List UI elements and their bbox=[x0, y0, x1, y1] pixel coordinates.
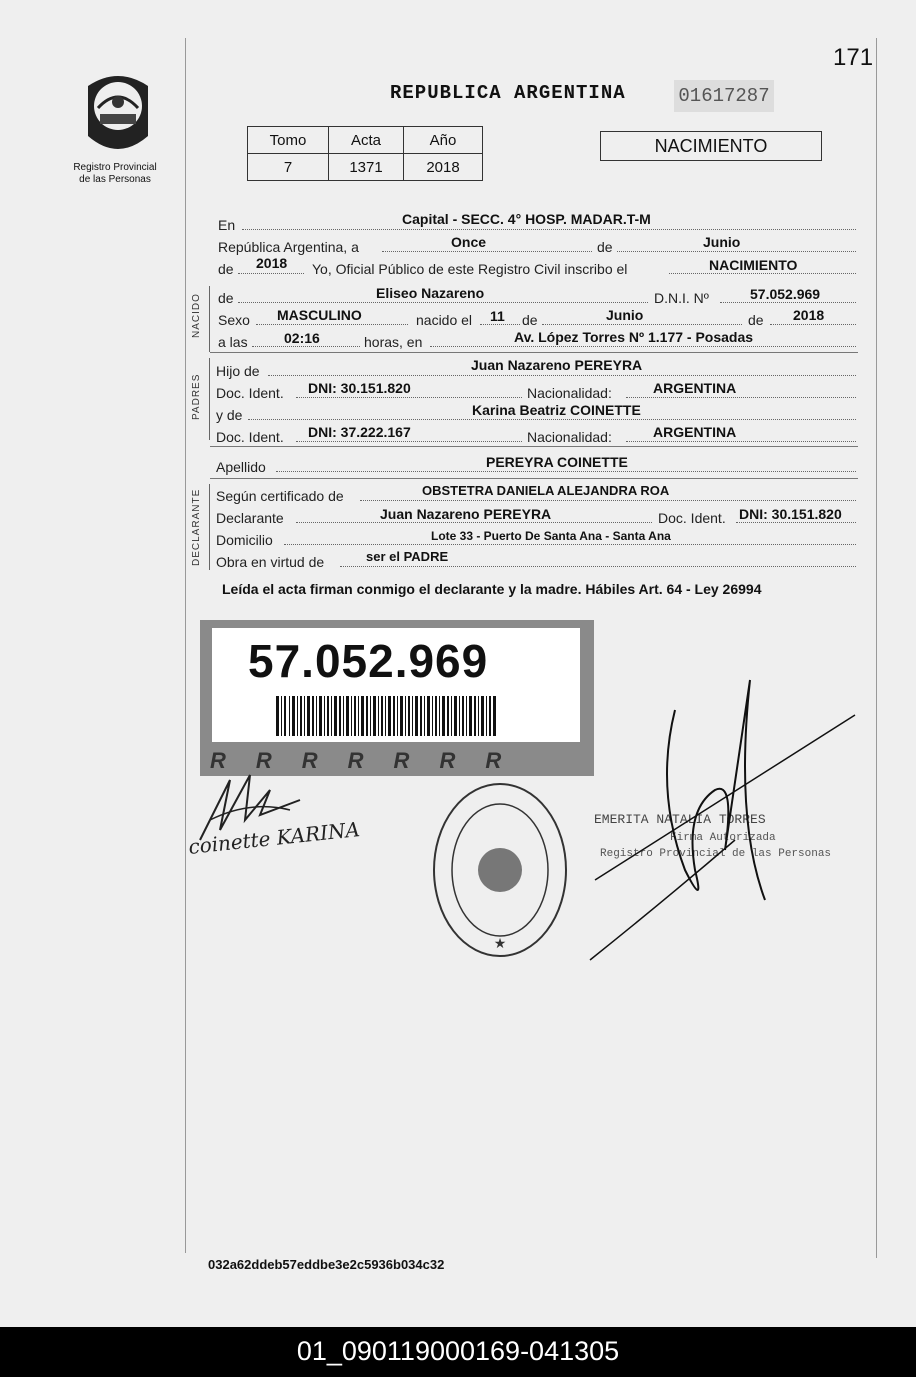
dotted-line bbox=[256, 324, 408, 325]
section-bracket bbox=[209, 358, 210, 440]
side-label-padres: PADRES bbox=[191, 373, 202, 420]
section-divider bbox=[210, 352, 858, 353]
birth-month: Junio bbox=[606, 307, 644, 323]
left-margin-line bbox=[185, 38, 186, 1253]
day-word: Once bbox=[451, 234, 487, 250]
table-cell: 2018 bbox=[404, 154, 483, 181]
en-label: En bbox=[218, 217, 236, 233]
svg-text:★: ★ bbox=[493, 935, 507, 951]
birth-day: 11 bbox=[490, 308, 505, 324]
father-nationality: ARGENTINA bbox=[653, 380, 737, 396]
dotted-line bbox=[480, 324, 520, 325]
footer-code: 01_090119000169-041305 bbox=[0, 1327, 916, 1377]
document-hash: 032a62ddeb57eddbe3e2c5936b034c32 bbox=[208, 1257, 445, 1272]
act-type-box: NACIMIENTO bbox=[600, 131, 822, 161]
document-title: REPUBLICA ARGENTINA bbox=[390, 82, 626, 104]
official-org: Registro Provincial de las Personas bbox=[600, 848, 832, 860]
section-divider bbox=[210, 446, 858, 447]
domicilio-value: Lote 33 - Puerto De Santa Ana - Santa Ana bbox=[431, 529, 671, 543]
nacido-de-label: de bbox=[218, 290, 234, 306]
mother-nationality: ARGENTINA bbox=[653, 424, 737, 440]
dotted-line bbox=[276, 471, 856, 472]
declarante-doc-label: Doc. Ident. bbox=[658, 510, 726, 526]
dotted-line bbox=[296, 397, 522, 398]
dotted-line bbox=[248, 419, 856, 420]
dotted-line bbox=[284, 544, 856, 545]
dotted-line bbox=[296, 441, 522, 442]
dotted-line bbox=[242, 229, 856, 230]
nacido-el-label: nacido el bbox=[416, 312, 473, 328]
dotted-line bbox=[238, 302, 648, 303]
security-pattern: RRRRRRR bbox=[210, 748, 532, 773]
dni-label: D.N.I. Nº bbox=[654, 290, 709, 306]
dotted-line bbox=[252, 346, 360, 347]
year-label: de bbox=[218, 261, 234, 277]
dotted-line bbox=[268, 375, 856, 376]
mother-name: Karina Beatriz COINETTE bbox=[472, 402, 641, 418]
de-label-2: de bbox=[522, 312, 538, 328]
table-cell: 7 bbox=[248, 154, 329, 181]
official-role: Firma Autorizada bbox=[670, 832, 776, 844]
inscribo-text: Yo, Oficial Público de este Registro Civil inscribo el bbox=[312, 261, 628, 277]
dotted-line bbox=[770, 324, 856, 325]
dotted-line bbox=[626, 441, 856, 442]
dni-big-number: 57.052.969 bbox=[248, 635, 489, 687]
horas-label: horas, en bbox=[364, 334, 423, 350]
dotted-line bbox=[340, 566, 856, 567]
birth-year: 2018 bbox=[793, 307, 825, 323]
sexo-value: MASCULINO bbox=[277, 307, 362, 323]
declarante-label: Declarante bbox=[216, 510, 284, 526]
dotted-line bbox=[430, 346, 856, 347]
dotted-line bbox=[617, 251, 856, 252]
registry-caption-line2: de las Personas bbox=[79, 174, 151, 185]
republica-label: República Argentina, a bbox=[218, 239, 359, 255]
en-value: Capital - SECC. 4° HOSP. MADAR.T-M bbox=[402, 211, 651, 227]
inscribo-value: NACIMIENTO bbox=[709, 257, 798, 273]
declarante-doc: DNI: 30.151.820 bbox=[739, 506, 842, 522]
dotted-line bbox=[360, 500, 856, 501]
year: 2018 bbox=[256, 255, 288, 271]
tomo-acta-anio-table bbox=[247, 126, 483, 181]
registry-caption bbox=[60, 162, 170, 186]
dotted-line bbox=[720, 302, 856, 303]
section-bracket bbox=[209, 286, 210, 352]
apellido-label: Apellido bbox=[216, 459, 266, 475]
table-cell: 1371 bbox=[329, 154, 404, 181]
domicilio-label: Domicilio bbox=[216, 532, 273, 548]
dotted-line bbox=[296, 522, 652, 523]
y-de-label: y de bbox=[216, 407, 243, 423]
dotted-line bbox=[382, 251, 592, 252]
serial-number: 01617287 bbox=[674, 80, 774, 112]
mother-handwritten-name: coinette KARINA bbox=[187, 817, 361, 859]
dotted-line bbox=[238, 273, 304, 274]
child-dni: 57.052.969 bbox=[750, 286, 821, 302]
page-number: 171 bbox=[833, 44, 874, 71]
table-header: Acta bbox=[329, 127, 404, 154]
sexo-label: Sexo bbox=[218, 312, 250, 328]
dotted-line bbox=[542, 324, 742, 325]
segun-value: OBSTETRA DANIELA ALEJANDRA ROA bbox=[422, 483, 670, 498]
barcode-icon bbox=[276, 696, 498, 736]
a-las-label: a las bbox=[218, 334, 248, 350]
right-margin-line bbox=[876, 38, 877, 1258]
closing-text: Leída el acta firman conmigo el declarante y la madre. Hábiles Art. 64 - Ley 26994 bbox=[222, 581, 762, 597]
official-name: EMERITA NATALIA TORRES bbox=[594, 812, 766, 827]
de-label-3: de bbox=[748, 312, 764, 328]
birth-time: 02:16 bbox=[284, 330, 320, 346]
birth-place: Av. López Torres Nº 1.177 - Posadas bbox=[514, 329, 754, 345]
father-nat-label: Nacionalidad: bbox=[527, 385, 612, 401]
father-name: Juan Nazareno PEREYRA bbox=[471, 357, 643, 373]
registry-caption-line1: Registro Provincial bbox=[73, 162, 157, 173]
obra-value: ser el PADRE bbox=[366, 549, 449, 564]
mother-nat-label: Nacionalidad: bbox=[527, 429, 612, 445]
declarante-value: Juan Nazareno PEREYRA bbox=[380, 506, 552, 522]
section-bracket bbox=[209, 484, 210, 570]
official-signature-icon bbox=[585, 670, 865, 970]
table-header: Año bbox=[404, 127, 483, 154]
table-header: Tomo bbox=[248, 127, 329, 154]
dotted-line bbox=[626, 397, 856, 398]
segun-label: Según certificado de bbox=[216, 488, 344, 504]
father-doc-label: Doc. Ident. bbox=[216, 385, 284, 401]
official-stamp-icon bbox=[430, 780, 570, 960]
mother-doc: DNI: 37.222.167 bbox=[308, 424, 411, 440]
obra-label: Obra en virtud de bbox=[216, 554, 325, 570]
apellido-value: PEREYRA COINETTE bbox=[486, 454, 628, 470]
de-label: de bbox=[597, 239, 613, 255]
side-label-nacido: NACIDO bbox=[191, 293, 202, 338]
father-doc: DNI: 30.151.820 bbox=[308, 380, 411, 396]
mother-doc-label: Doc. Ident. bbox=[216, 429, 284, 445]
child-name: Eliseo Nazareno bbox=[376, 285, 485, 301]
month: Junio bbox=[703, 234, 741, 250]
dotted-line bbox=[736, 522, 856, 523]
section-divider bbox=[210, 478, 858, 479]
seal-icon bbox=[78, 66, 158, 162]
side-label-declarante: DECLARANTE bbox=[191, 488, 202, 566]
dotted-line bbox=[669, 273, 856, 274]
hijo-label: Hijo de bbox=[216, 363, 260, 379]
